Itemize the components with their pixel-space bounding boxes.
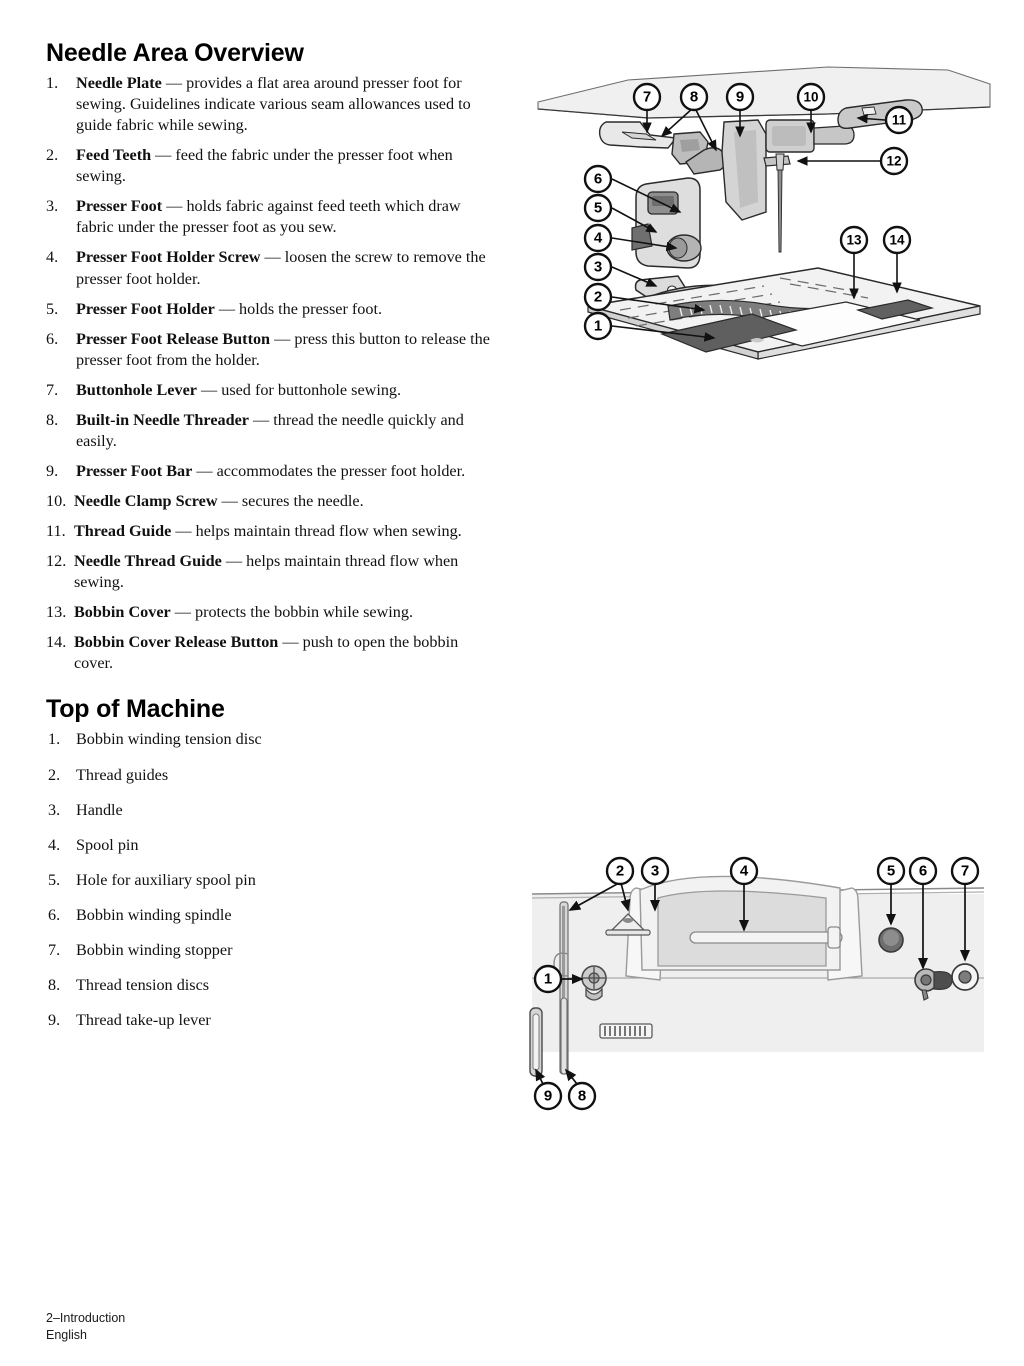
callout-label-1: 1 (543, 970, 553, 988)
list-item (46, 247, 498, 289)
list-item-number: 1. (46, 74, 59, 92)
list-item (46, 410, 498, 452)
list-item-number: 11. (46, 522, 66, 541)
list-item-label: Bobbin winding spindle (76, 905, 232, 924)
list-item-number: 7. (46, 380, 59, 399)
list-item-number: 1. (48, 730, 61, 749)
list-item-term: Feed Teeth (76, 146, 152, 165)
list-item (46, 551, 498, 593)
list-item-desc: — feed the fabric under the presser foot when sewing. (76, 146, 453, 186)
handle-recess (658, 891, 826, 966)
list-item-number: 8. (46, 410, 59, 429)
list-item-label: Bobbin winding tension disc (76, 730, 262, 749)
list-item-term: Buttonhole Lever (76, 380, 197, 399)
footer-page-label: 2–Introduction (46, 1311, 126, 1326)
list-item-term: Presser Foot Release Button (76, 329, 271, 348)
list-item-desc: — accommodates the presser foot holder. (192, 461, 466, 480)
list-item-number: 14. (46, 633, 67, 652)
list-item-term: Presser Foot (76, 197, 163, 216)
list-item-term: Thread Guide (74, 522, 172, 541)
list-item (46, 729, 498, 750)
needle (778, 170, 782, 252)
list-item-desc: — press this button to release the presser foot from the holder. (76, 329, 490, 369)
list-item-label: Thread tension discs (76, 975, 210, 994)
list-item (46, 602, 498, 623)
list-item-label: Spool pin (76, 835, 139, 854)
callout-label-10: 10 (803, 89, 819, 105)
list-item-number: 10. (46, 492, 67, 510)
list-item-term: Bobbin Cover Release Button (74, 633, 279, 652)
callout-label-2: 2 (593, 288, 603, 306)
list-item-term: Needle Clamp Screw (74, 492, 218, 510)
list-item-label: Thread guides (76, 765, 169, 784)
list-item (46, 380, 498, 401)
spool-pin-shape (690, 932, 842, 943)
list-item-number: 2. (48, 765, 61, 784)
callout-label-1: 1 (593, 317, 603, 335)
callout-label-12: 12 (886, 153, 902, 169)
aux-hole-inner (883, 930, 899, 946)
list-item (46, 461, 498, 482)
list-item-desc: — helps maintain thread flow when sewing. (171, 522, 462, 541)
list-item (46, 491, 498, 512)
list-item-desc: — provides a flat area around presser foot for sewing. Guidelines indicate various seam allowances used to guide fabric while sewing. (76, 74, 471, 135)
list-item-desc: — thread the needle quickly and easily. (76, 410, 464, 450)
callout-label-13: 13 (846, 232, 862, 248)
list-item-number: 3. (46, 197, 59, 216)
needle-area-list (46, 73, 498, 674)
list-item-label: Hole for auxiliary spool pin (76, 870, 256, 889)
list-item-number: 9. (48, 1010, 61, 1029)
thread-take-up-lever (530, 1008, 542, 1076)
list-item-desc: — holds fabric against feed teeth which draw fabric under the presser foot as you sew. (76, 197, 461, 237)
callout-label-8: 8 (577, 1087, 587, 1105)
needle-area-diagram (528, 62, 998, 362)
list-item-term: Needle Plate (76, 74, 162, 92)
list-item (46, 870, 498, 891)
callout-label-2: 2 (615, 862, 625, 880)
callout-label-6: 6 (918, 862, 928, 880)
list-item-number: 6. (46, 329, 59, 348)
list-item (46, 975, 498, 996)
list-item (46, 905, 498, 926)
footer-language: English (46, 1328, 87, 1343)
list-item-term: Needle Thread Guide (74, 552, 222, 571)
list-item (46, 73, 498, 136)
thread-tension-discs (561, 998, 567, 1074)
list-item-term: Built-in Needle Threader (76, 410, 249, 429)
callout-label-3: 3 (650, 862, 660, 880)
list-item (46, 329, 498, 371)
callout-label-4: 4 (739, 862, 749, 880)
list-item-number: 3. (48, 800, 61, 819)
list-item-number: 12. (46, 552, 67, 571)
list-item-label: Thread take-up lever (76, 1010, 211, 1029)
list-item-desc: — helps maintain thread flow when sewing. (74, 552, 459, 592)
list-item-number: 2. (46, 146, 59, 165)
list-item (46, 940, 498, 961)
callout-label-7: 7 (960, 862, 970, 880)
list-item-term: Bobbin Cover (74, 603, 171, 622)
list-item (46, 835, 498, 856)
list-item (46, 632, 498, 674)
list-item-number: 6. (48, 905, 61, 924)
spool-pin-cap (828, 927, 840, 948)
list-item-number: 5. (48, 870, 61, 889)
top-of-machine-diagram (522, 848, 1002, 1118)
list-item-label: Handle (76, 800, 123, 819)
list-item-desc: — used for buttonhole sewing. (196, 380, 402, 399)
list-item (46, 765, 498, 786)
top-of-machine-list (46, 729, 498, 1031)
page-title-needle-area: Needle Area Overview (46, 39, 304, 67)
callout-label-8: 8 (689, 88, 699, 106)
list-item-desc: — holds the presser foot. (214, 299, 383, 318)
list-item-desc: — protects the bobbin while sewing. (170, 603, 414, 622)
list-item-number: 8. (48, 975, 61, 994)
list-item-label: Bobbin winding stopper (76, 940, 233, 959)
list-item-number: 9. (46, 461, 59, 480)
list-item-desc: — loosen the screw to remove the presser foot holder. (76, 248, 486, 288)
list-item (46, 1010, 498, 1031)
list-item (46, 521, 498, 542)
callout-label-9: 9 (735, 88, 745, 106)
callout-label-3: 3 (593, 258, 603, 276)
callout-label-9: 9 (543, 1087, 553, 1105)
callout-label-11: 11 (891, 112, 907, 128)
callout-label-6: 6 (593, 170, 603, 188)
callout-label-4: 4 (593, 229, 603, 247)
text-column (46, 40, 498, 1045)
bobbin-winding-stopper (952, 964, 978, 990)
callout-label-7: 7 (642, 88, 652, 106)
list-item (46, 145, 498, 187)
callout-label-5: 5 (593, 199, 603, 217)
callout-label-14: 14 (889, 232, 905, 248)
needle-threader-shade (680, 139, 700, 152)
vent-grille (600, 1024, 652, 1038)
bobbin-winding-tension-disc (582, 966, 606, 1000)
needle-clamp-block-shade (772, 126, 806, 146)
list-item (46, 299, 498, 320)
callout-label-5: 5 (886, 862, 896, 880)
thread-guide-slot (862, 107, 876, 115)
list-item-number: 13. (46, 603, 67, 622)
needle-shank (776, 154, 784, 170)
list-item-number: 4. (48, 835, 61, 854)
list-item-number: 5. (46, 299, 59, 318)
page-title-top-of-machine: Top of Machine (46, 695, 225, 724)
list-item-term: Presser Foot Holder Screw (76, 248, 261, 267)
list-item-desc: — secures the needle. (217, 492, 364, 510)
list-item-number: 4. (46, 248, 59, 267)
list-item-term: Presser Foot Bar (76, 461, 193, 480)
list-item-number: 7. (48, 940, 61, 959)
list-item (46, 196, 498, 238)
page-footer (46, 1310, 125, 1344)
list-item (46, 800, 498, 821)
list-item-desc: — push to open the bobbin cover. (74, 633, 459, 673)
list-item-term: Presser Foot Holder (76, 299, 215, 318)
